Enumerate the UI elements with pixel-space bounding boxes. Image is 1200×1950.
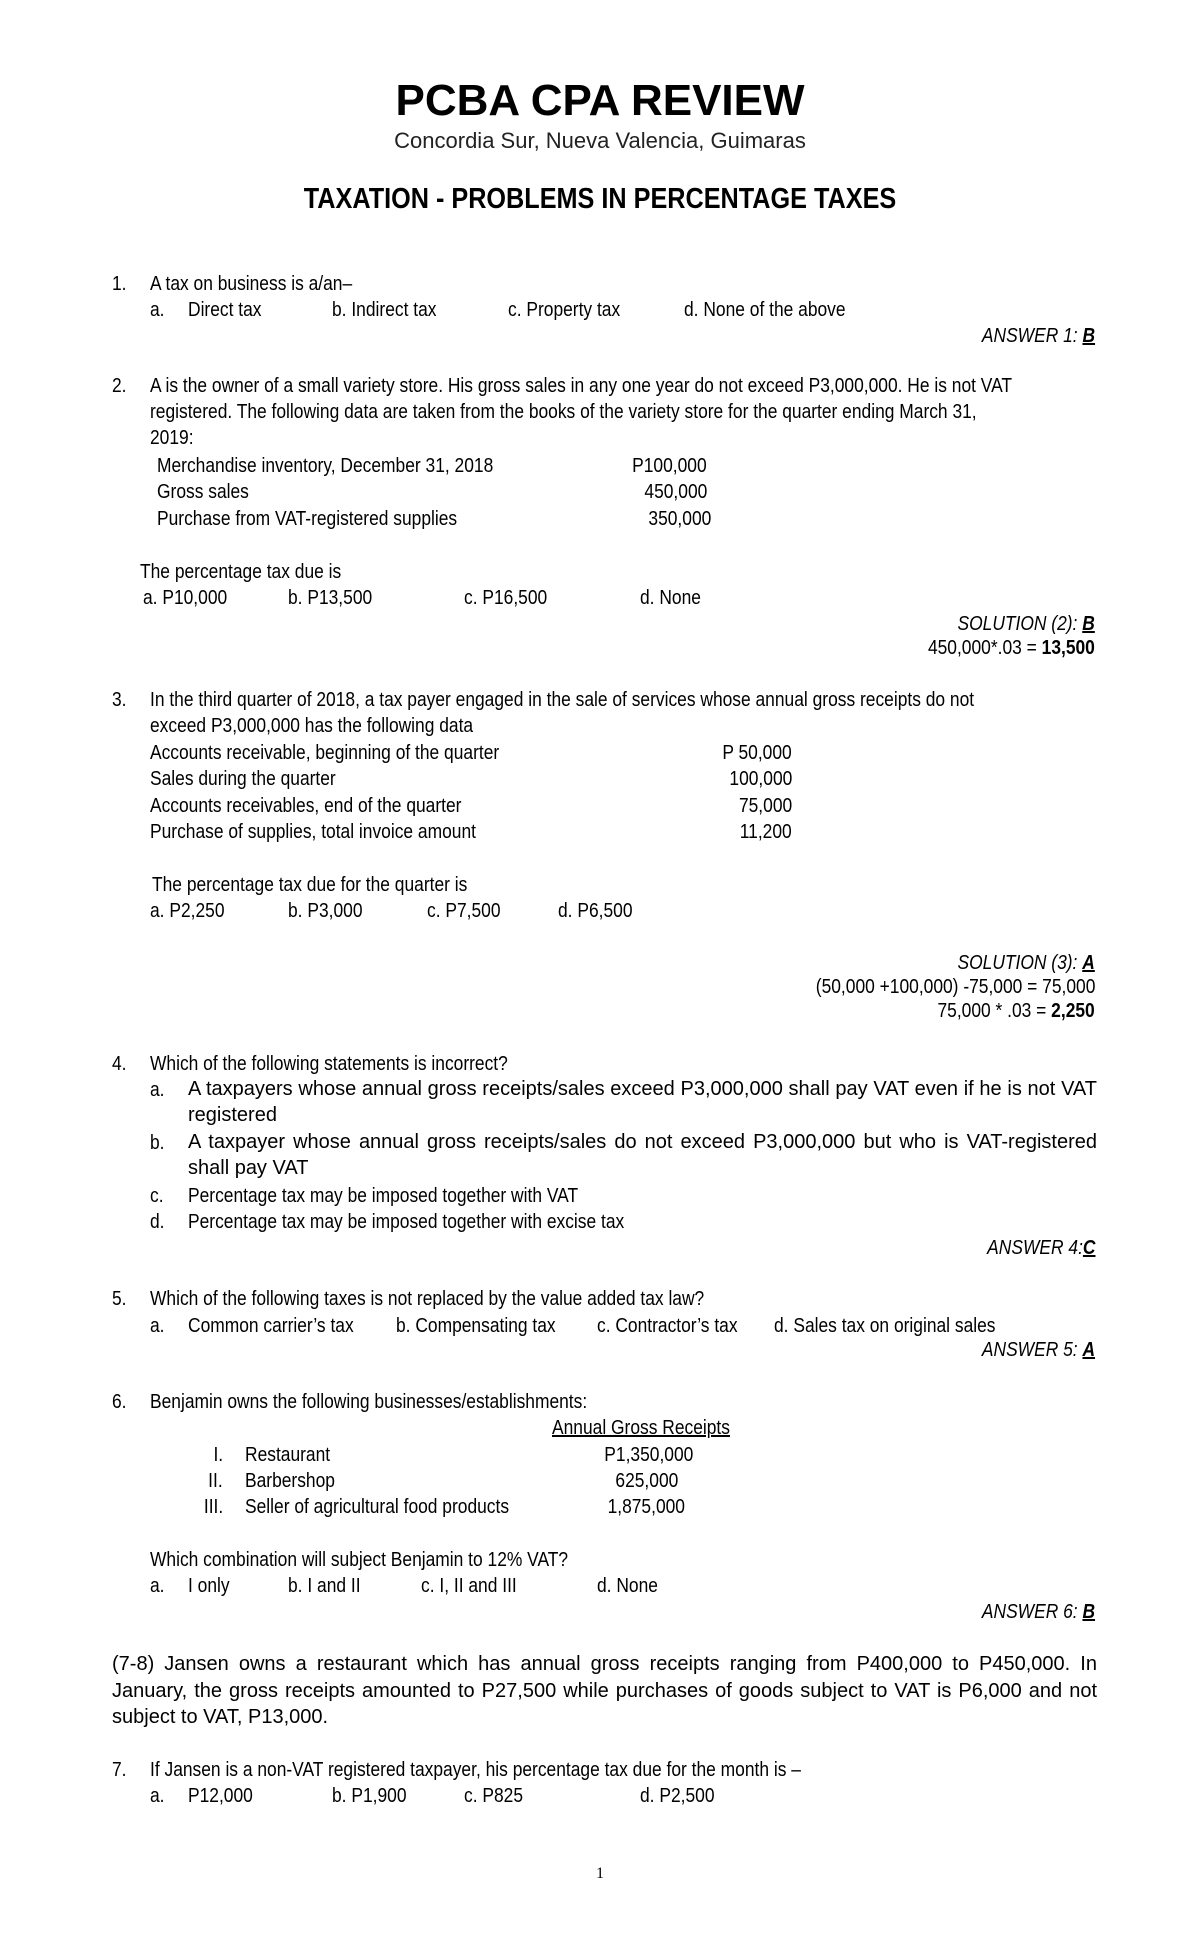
data-row-label: Purchase of supplies, total invoice amount: [150, 821, 476, 843]
page-number: 1: [596, 1865, 604, 1882]
solution-line: [958, 612, 1095, 636]
choice-a: a. P2,250: [150, 900, 225, 922]
answer-label: ANSWER 5:: [981, 1339, 1083, 1361]
solution-answer: A: [1082, 952, 1095, 974]
choice-b: b. P13,500: [288, 587, 373, 609]
data-row-value: P 50,000: [722, 742, 792, 764]
answer-label: ANSWER 4:: [986, 1237, 1083, 1259]
roman-numeral: I.: [213, 1444, 223, 1466]
question-number: 6.: [112, 1391, 127, 1413]
column-header: Annual Gross Receipts: [552, 1417, 730, 1439]
roman-numeral: II.: [208, 1470, 223, 1492]
question-text: If Jansen is a non-VAT registered taxpayer, his percentage tax due for the month is –: [150, 1759, 801, 1781]
solution-label: SOLUTION (2):: [957, 613, 1083, 635]
question-text: Which of the following statements is incorrect?: [150, 1053, 508, 1075]
computation-expression: 450,000*.03 =: [928, 637, 1042, 659]
question-text: Which of the following taxes is not replaced by the value added tax law?: [150, 1288, 705, 1310]
choice-c: c. P7,500: [427, 900, 501, 922]
choice-letter: d.: [150, 1211, 165, 1233]
answer-line: [982, 1338, 1095, 1362]
data-row-label: Seller of agricultural food products: [245, 1496, 510, 1518]
choice-a: a. P10,000: [143, 587, 228, 609]
choice-c: c. Property tax: [508, 299, 621, 321]
choice-c: c. P825: [464, 1785, 524, 1807]
question-text: A tax on business is a/an–: [150, 273, 353, 295]
choice-a: P12,000: [188, 1785, 253, 1807]
question-number: 3.: [112, 689, 127, 711]
section-heading: TAXATION - PROBLEMS IN PERCENTAGE TAXES: [303, 183, 897, 215]
choice-b: b. P3,000: [288, 900, 363, 922]
question-text-line: registered. The following data are taken from the books of the variety store for the quarter ending March 31,: [150, 401, 977, 423]
choice-letter: a.: [150, 1079, 165, 1101]
choice-b-text: A taxpayer whose annual gross receipts/sales do not exceed P3,000,000 but who is VAT-registered shall pay VAT: [188, 1131, 1097, 1179]
choice-d: d. P2,500: [640, 1785, 715, 1807]
data-row-label: Gross sales: [157, 481, 249, 503]
answer-line: [982, 1600, 1095, 1624]
solution-label: SOLUTION (3):: [957, 952, 1083, 974]
choice-b: [188, 1129, 1097, 1181]
data-row-value: P100,000: [632, 455, 707, 477]
choice-d: d. None: [640, 587, 701, 609]
choice-a: [188, 1076, 1097, 1128]
answer-value: B: [1082, 325, 1095, 347]
data-row-label: Restaurant: [245, 1444, 331, 1466]
data-row-value: P1,350,000: [603, 1444, 693, 1466]
question-prompt: Which combination will subject Benjamin to 12% VAT?: [150, 1549, 569, 1571]
choice-letter: b.: [150, 1132, 165, 1154]
choice-d: d. None: [597, 1575, 658, 1597]
question-prompt: The percentage tax due is: [140, 561, 342, 583]
roman-numeral: III.: [203, 1496, 223, 1518]
solution-line: [958, 951, 1095, 975]
choice-c: c. I, II and III: [421, 1575, 517, 1597]
choice-d: d. Sales tax on original sales: [774, 1315, 996, 1337]
data-row-label: Sales during the quarter: [150, 768, 336, 790]
document-address: Concordia Sur, Nueva Valencia, Guimaras: [394, 128, 806, 153]
choice-a: I only: [188, 1575, 230, 1597]
question-number: 7.: [112, 1759, 127, 1781]
choice-letter: a.: [150, 1785, 165, 1807]
question-text-line: 2019:: [150, 427, 194, 449]
question-text-line: exceed P3,000,000 has the following data: [150, 715, 474, 737]
answer-line: [987, 1236, 1095, 1260]
data-row-value: 625,000: [615, 1470, 678, 1492]
choice-a-text: A taxpayers whose annual gross receipts/sales exceed P3,000,000 shall pay VAT even if he is not VAT registered: [188, 1078, 1097, 1126]
choice-b: b. I and II: [288, 1575, 361, 1597]
choice-b: b. Indirect tax: [332, 299, 437, 321]
data-row-label: Accounts receivable, beginning of the quarter: [150, 742, 500, 764]
question-text-line: A is the owner of a small variety store. His gross sales in any one year do not exceed P3,000,000. He is not VAT: [150, 375, 1013, 397]
choice-a: Direct tax: [188, 299, 262, 321]
data-row-label: Purchase from VAT-registered supplies: [157, 508, 458, 530]
solution-computation: [928, 636, 1095, 660]
problem-intro: [112, 1651, 1097, 1731]
data-row-value: 350,000: [648, 508, 711, 530]
choice-d: d. P6,500: [558, 900, 633, 922]
choice-d: d. None of the above: [684, 299, 846, 321]
question-text-line: In the third quarter of 2018, a tax payer engaged in the sale of services whose annual gross receipts do not: [150, 689, 975, 711]
question-text: Benjamin owns the following businesses/establishments:: [150, 1391, 588, 1413]
computation-result: 2,250: [1051, 1000, 1095, 1022]
data-row-label: Barbershop: [245, 1470, 335, 1492]
answer-line: [982, 324, 1095, 348]
choice-letter: a.: [150, 1315, 165, 1337]
answer-label: ANSWER 1:: [981, 325, 1083, 347]
solution-answer: B: [1082, 613, 1095, 635]
data-row-label: Accounts receivables, end of the quarter: [150, 795, 462, 817]
question-number: 4.: [112, 1053, 127, 1075]
choice-b: b. P1,900: [332, 1785, 407, 1807]
data-row-label: Merchandise inventory, December 31, 2018: [157, 455, 494, 477]
data-row-value: 100,000: [729, 768, 792, 790]
data-row-value: 1,875,000: [607, 1496, 685, 1518]
solution-computation: (50,000 +100,000) -75,000 = 75,000: [815, 976, 1095, 998]
answer-value: A: [1082, 1339, 1095, 1361]
document-title: PCBA CPA REVIEW: [395, 76, 805, 125]
choice-c: c. P16,500: [464, 587, 548, 609]
question-number: 1.: [112, 273, 127, 295]
computation-expression: 75,000 * .03 =: [937, 1000, 1052, 1022]
choice-c: c. Contractor’s tax: [597, 1315, 738, 1337]
question-number: 2.: [112, 375, 127, 397]
computation-result: 13,500: [1041, 637, 1095, 659]
choice-d: Percentage tax may be imposed together with excise tax: [188, 1211, 625, 1233]
choice-c: Percentage tax may be imposed together with VAT: [188, 1185, 579, 1207]
question-number: 5.: [112, 1288, 127, 1310]
choice-a: Common carrier’s tax: [188, 1315, 354, 1337]
choice-letter: c.: [150, 1185, 164, 1207]
answer-label: ANSWER 6:: [981, 1601, 1083, 1623]
question-prompt: The percentage tax due for the quarter is: [152, 874, 468, 896]
answer-value: C: [1082, 1237, 1095, 1259]
solution-computation: [938, 999, 1095, 1023]
choice-letter: a.: [150, 299, 165, 321]
answer-value: B: [1082, 1601, 1095, 1623]
choice-b: b. Compensating tax: [396, 1315, 556, 1337]
data-row-value: 75,000: [738, 795, 792, 817]
problem-intro-text: (7-8) Jansen owns a restaurant which has annual gross receipts ranging from P400,000 to P450,000. In January, the gross receipts amounted to P27,500 while purchases of goods subject to VAT is P6,000 and not subject to VAT, P13,000.: [112, 1653, 1097, 1728]
choice-letter: a.: [150, 1575, 165, 1597]
data-row-value: 450,000: [644, 481, 707, 503]
data-row-value: 11,200: [740, 821, 792, 843]
